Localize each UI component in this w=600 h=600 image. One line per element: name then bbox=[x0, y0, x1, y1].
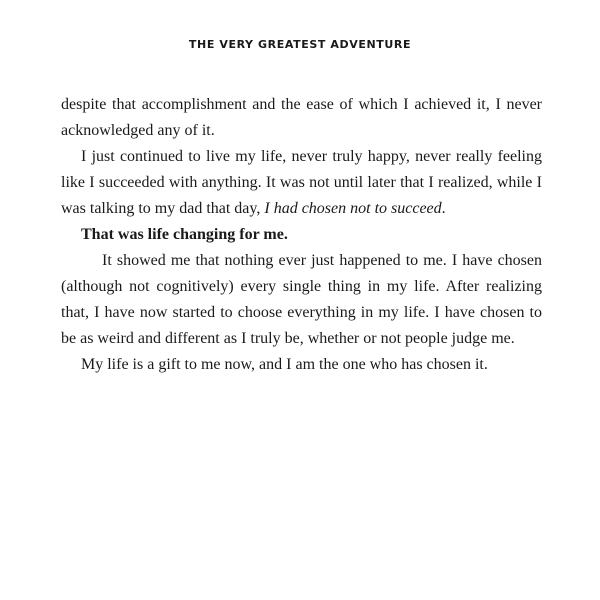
paragraph-realization bbox=[61, 144, 542, 222]
paragraph-realization-text: I just continued to live my life, never truly happy, never really feeling like I succeeded with anything. It was not until later that I realized, while I was talking to my dad that day, bbox=[61, 148, 542, 217]
paragraph-continuation: despite that accomplishment and the ease of which I achieved it, I never acknowledged any of it. bbox=[61, 96, 542, 139]
body-text bbox=[61, 92, 542, 378]
running-head: THE VERY GREATEST ADVENTURE bbox=[188, 38, 412, 51]
paragraph-closing: My life is a gift to me now, and I am the one who has chosen it. bbox=[81, 356, 488, 373]
paragraph-choices: It showed me that nothing ever just happened to me. I have chosen (although not cognitively) every single thing in my life. After realizing that, I have now started to choose everything in my life. I have chosen to be as weird and different as I truly be, whether or not people judge me. bbox=[61, 252, 542, 347]
emphasized-phrase: I had chosen not to succeed bbox=[264, 200, 442, 217]
bold-statement: That was life changing for me. bbox=[81, 226, 288, 243]
paragraph-realization-end: . bbox=[441, 200, 446, 217]
